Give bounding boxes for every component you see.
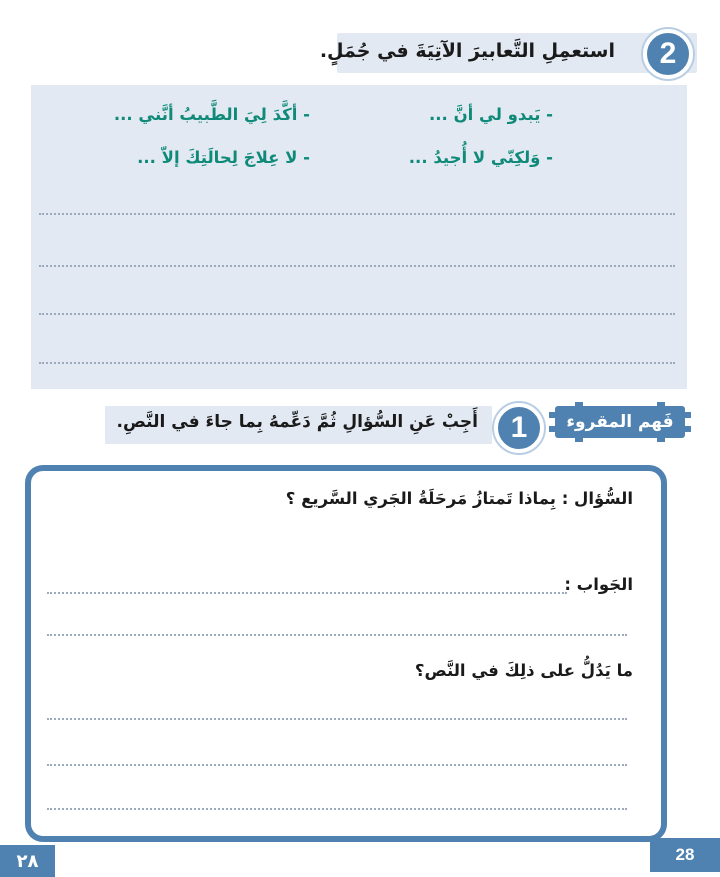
evidence-line[interactable] bbox=[47, 764, 627, 766]
expression-2: - أكَّدَ لِيَ الطَّبيبُ أنَّني ... bbox=[113, 105, 310, 124]
writing-line[interactable] bbox=[39, 265, 675, 267]
writing-line[interactable] bbox=[39, 213, 675, 215]
exercise-2-box bbox=[31, 85, 687, 389]
expression-3: - وَلكِنّي لا أُجيدُ ... bbox=[408, 148, 553, 167]
question-text: السُّؤال : بِماذا تَمتازُ مَرحَلَةُ الجَري السَّريع ؟ bbox=[285, 489, 633, 508]
exercise-1-number: 1 bbox=[494, 403, 544, 453]
writing-line[interactable] bbox=[39, 362, 675, 364]
page-number: 28 bbox=[650, 838, 720, 872]
answer-line[interactable] bbox=[47, 592, 567, 594]
page-number-arabic: ٢٨ bbox=[0, 845, 55, 877]
answer-line[interactable] bbox=[47, 634, 627, 636]
evidence-line[interactable] bbox=[47, 808, 627, 810]
evidence-line[interactable] bbox=[47, 718, 627, 720]
question-frame bbox=[25, 465, 667, 842]
section-tag bbox=[545, 400, 695, 444]
writing-line[interactable] bbox=[39, 313, 675, 315]
answer-label: الجَواب : bbox=[564, 575, 633, 594]
expression-1: - يَبدو لي أنَّ ... bbox=[429, 105, 553, 124]
section-tag-label: فَهم المقروء bbox=[555, 406, 685, 438]
exercise-2-instruction: استعمِلِ التَّعابيرَ الآتِيَةَ في جُمَلٍ. bbox=[319, 40, 615, 62]
evidence-prompt: ما يَدُلُّ على ذلِكَ في النَّص؟ bbox=[414, 661, 633, 680]
expression-4: - لا عِلاجَ لِحالَتِكَ إلاّ ... bbox=[137, 148, 310, 167]
exercise-2-number: 2 bbox=[643, 29, 693, 79]
exercise-1-instruction: أَجِبْ عَنِ السُّؤالِ ثُمَّ دَعِّمهُ بِما جاءَ في النَّصِ. bbox=[116, 412, 478, 432]
